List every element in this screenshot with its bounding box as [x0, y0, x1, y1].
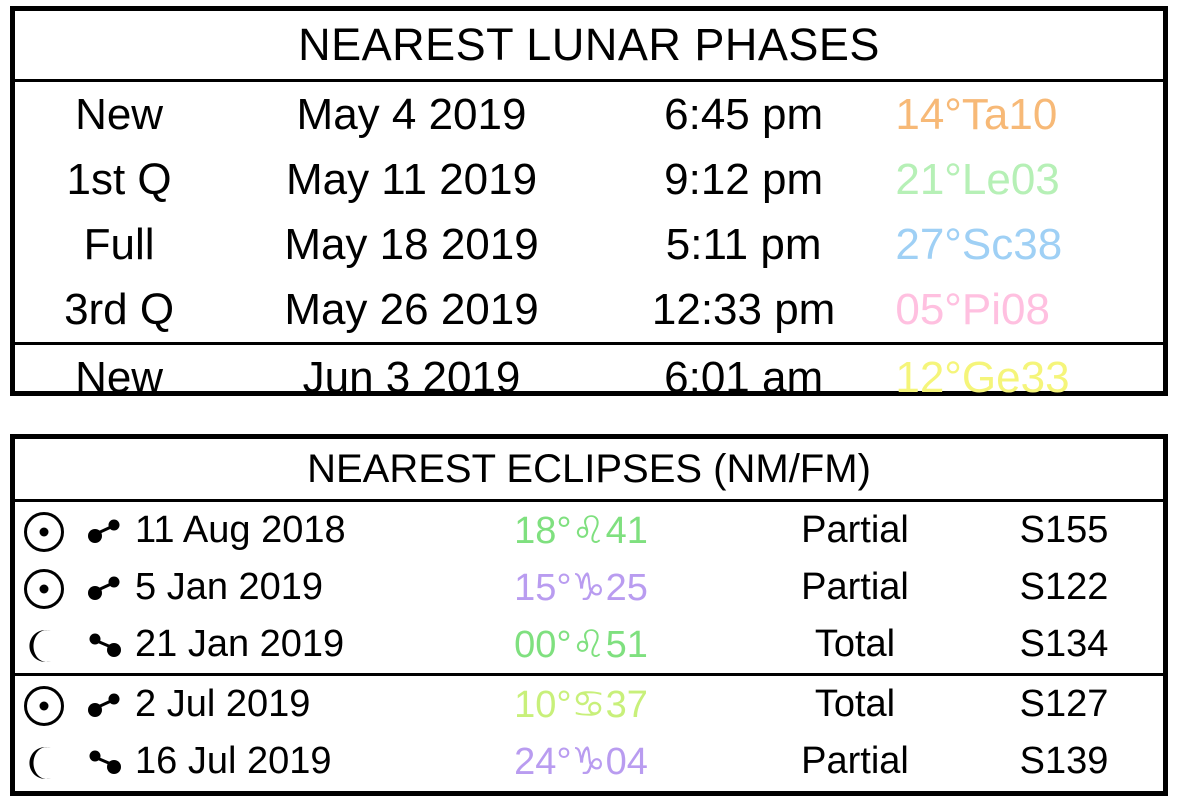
- phase-position: 14°Ta10: [895, 89, 1058, 139]
- zodiac-sign-glyph: ♋: [571, 682, 606, 726]
- lunar-phases-panel-inner: [13, 9, 1165, 402]
- eclipse-position: [431, 739, 731, 784]
- eclipses-title: NEAREST ECLIPSES (NM/FM): [15, 439, 1163, 502]
- eclipse-minute: 04: [605, 741, 648, 783]
- eclipse-position: [431, 565, 731, 610]
- sun-icon: [15, 683, 73, 726]
- sun-icon: [15, 509, 73, 552]
- phase-date: May 11 2019: [285, 154, 538, 204]
- phase-name: New: [75, 352, 164, 402]
- zodiac-sign-glyph: ♑: [571, 565, 606, 609]
- table-row: [15, 82, 1163, 147]
- zodiac-sign-glyph: ♌: [571, 622, 606, 666]
- eclipse-degree: 24°: [514, 741, 572, 783]
- table-row: [15, 559, 1163, 616]
- eclipses-rows: [15, 502, 1163, 790]
- eclipse-saros: S155: [1019, 509, 1109, 551]
- south-node-icon: [73, 628, 135, 662]
- lunar-phases-rows: [15, 82, 1163, 410]
- phase-time: 6:45 pm: [664, 89, 824, 139]
- table-row: [15, 673, 1163, 733]
- eclipse-date: 5 Jan 2019: [135, 566, 324, 608]
- eclipse-date: 2 Jul 2019: [135, 683, 311, 725]
- eclipse-type: Total: [814, 623, 896, 665]
- phase-time: 9:12 pm: [664, 154, 824, 204]
- table-row: [15, 616, 1163, 673]
- eclipse-type: Partial: [801, 509, 909, 551]
- phase-position: 21°Le03: [895, 154, 1060, 204]
- eclipses-panel: [10, 434, 1168, 796]
- eclipse-minute: 41: [605, 510, 648, 552]
- table-row: [15, 277, 1163, 342]
- eclipse-type: Partial: [801, 566, 909, 608]
- eclipse-position: [431, 682, 731, 727]
- zodiac-sign-glyph: ♌: [571, 508, 606, 552]
- eclipse-degree: 10°: [514, 684, 572, 726]
- north-node-icon: [73, 571, 135, 605]
- eclipse-degree: 00°: [514, 624, 572, 666]
- eclipse-degree: 18°: [514, 510, 572, 552]
- phase-date: May 18 2019: [284, 219, 539, 269]
- moon-icon: [15, 740, 73, 783]
- eclipse-type: Total: [814, 683, 896, 725]
- phase-date: Jun 3 2019: [302, 352, 521, 402]
- phase-time: 6:01 am: [664, 352, 824, 402]
- eclipse-position: [431, 622, 731, 667]
- phase-name: 3rd Q: [64, 284, 175, 334]
- phase-time: 12:33 pm: [651, 284, 836, 334]
- eclipse-date: 11 Aug 2018: [135, 509, 346, 551]
- eclipse-saros: S122: [1019, 566, 1109, 608]
- table-row: [15, 147, 1163, 212]
- sun-icon: [15, 566, 73, 609]
- moon-icon: [15, 623, 73, 666]
- zodiac-sign-glyph: ♑: [571, 739, 606, 783]
- eclipse-type: Partial: [801, 740, 909, 782]
- eclipse-minute: 37: [605, 684, 648, 726]
- eclipse-saros: S127: [1019, 683, 1109, 725]
- eclipse-minute: 25: [605, 567, 648, 609]
- eclipse-saros: S139: [1019, 740, 1109, 782]
- phase-name: Full: [83, 219, 155, 269]
- phase-name: 1st Q: [66, 154, 172, 204]
- phase-name: New: [75, 89, 164, 139]
- eclipses-panel-inner: [13, 437, 1165, 793]
- phase-time: 5:11 pm: [665, 219, 822, 269]
- eclipse-date: 16 Jul 2019: [135, 740, 332, 782]
- lunar-phases-panel: [10, 6, 1168, 402]
- table-row: [15, 342, 1163, 410]
- phase-date: May 4 2019: [296, 89, 527, 139]
- south-node-icon: [73, 745, 135, 779]
- lunar-phases-title: NEAREST LUNAR PHASES: [15, 11, 1163, 82]
- eclipse-position: [431, 508, 731, 553]
- table-row: [15, 502, 1163, 559]
- table-row: [15, 733, 1163, 790]
- eclipse-date: 21 Jan 2019: [135, 623, 345, 665]
- phase-position: 05°Pi08: [895, 284, 1050, 334]
- north-node-icon: [73, 688, 135, 722]
- eclipse-minute: 51: [605, 624, 648, 666]
- eclipse-saros: S134: [1019, 623, 1109, 665]
- north-node-icon: [73, 514, 135, 548]
- table-row: [15, 212, 1163, 277]
- phase-date: May 26 2019: [284, 284, 539, 334]
- eclipse-degree: 15°: [514, 567, 572, 609]
- phase-position: 27°Sc38: [895, 219, 1063, 269]
- phase-position: 12°Ge33: [895, 352, 1070, 402]
